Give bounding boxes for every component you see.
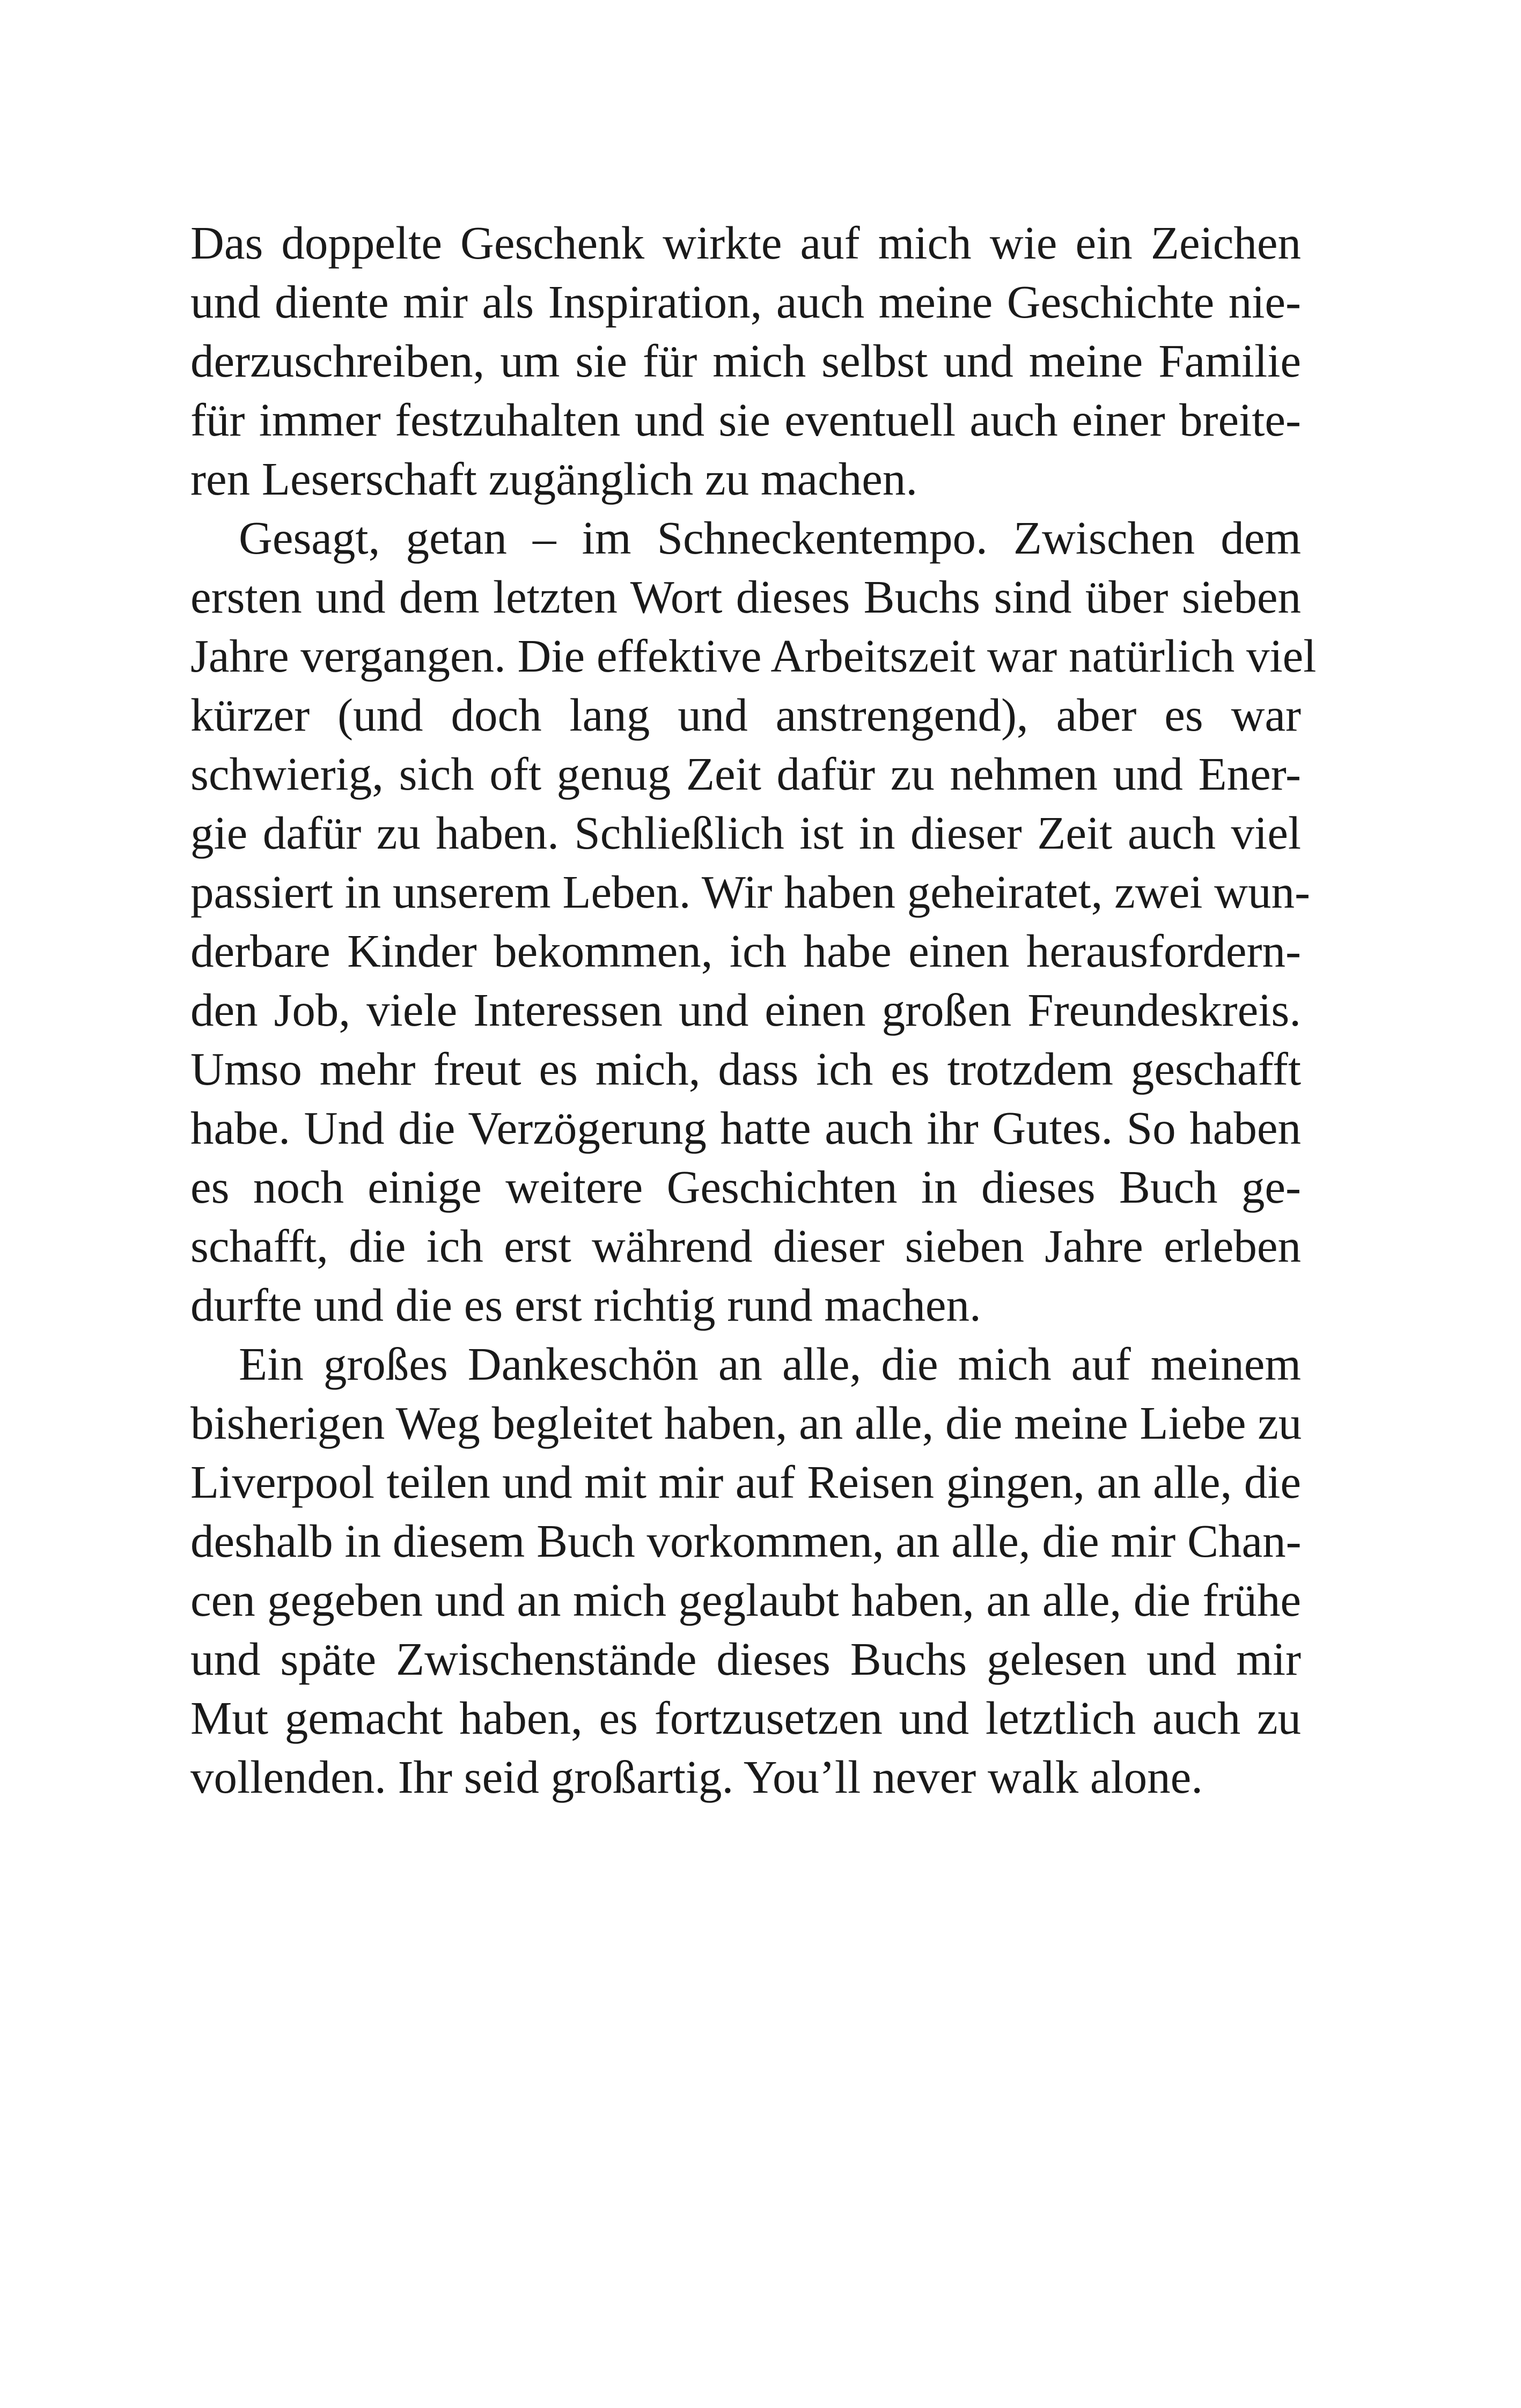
- paragraph-3: [190, 1335, 1301, 1807]
- text-line: schafft, die ich erst während dieser sieben Jahre erleben: [190, 1220, 1301, 1272]
- text-line: Jahre vergangen. Die effektive Arbeitszeit war natürlich viel: [190, 630, 1317, 682]
- text-line: Ein großes Dankeschön an alle, die mich auf meinem: [239, 1338, 1301, 1390]
- text-line: und diente mir als Inspiration, auch meine Geschichte nie-: [190, 276, 1301, 328]
- text-line: gie dafür zu haben. Schließlich ist in dieser Zeit auch viel: [190, 807, 1301, 859]
- paragraph-1: [190, 213, 1301, 509]
- text-line: Mut gemacht haben, es fortzusetzen und letztlich auch zu: [190, 1692, 1301, 1744]
- text-line: kürzer (und doch lang und anstrengend), aber es war: [190, 689, 1301, 741]
- text-line: schwierig, sich oft genug Zeit dafür zu nehmen und Ener-: [190, 748, 1301, 800]
- body-text: [190, 213, 1317, 1807]
- text-line: Gesagt, getan – im Schneckentempo. Zwischen dem: [239, 512, 1301, 564]
- text-line: passiert in unserem Leben. Wir haben geheiratet, zwei wun-: [190, 866, 1310, 918]
- text-line: für immer festzuhalten und sie eventuell auch einer breite-: [190, 394, 1301, 446]
- text-line: Umso mehr freut es mich, dass ich es trotzdem geschafft: [190, 1043, 1301, 1095]
- text-line: es noch einige weitere Geschichten in dieses Buch ge-: [190, 1161, 1301, 1213]
- text-line: bisherigen Weg begleitet haben, an alle, die meine Liebe zu: [190, 1397, 1302, 1449]
- paragraph-2: [190, 509, 1317, 1335]
- text-line: vollenden. Ihr seid großartig. You’ll never walk alone.: [190, 1751, 1203, 1803]
- text-line: derbare Kinder bekommen, ich habe einen herausfordern-: [190, 925, 1301, 977]
- text-line: cen gegeben und an mich geglaubt haben, an alle, die frühe: [190, 1574, 1301, 1626]
- text-line: ren Leserschaft zugänglich zu machen.: [190, 453, 918, 505]
- text-line: Das doppelte Geschenk wirkte auf mich wie ein Zeichen: [190, 217, 1301, 269]
- text-line: und späte Zwischenstände dieses Buchs gelesen und mir: [190, 1633, 1301, 1685]
- text-line: habe. Und die Verzögerung hatte auch ihr Gutes. So haben: [190, 1102, 1301, 1154]
- text-line: durfte und die es erst richtig rund machen.: [190, 1279, 981, 1331]
- text-line: Liverpool teilen und mit mir auf Reisen gingen, an alle, die: [190, 1456, 1301, 1508]
- text-line: den Job, viele Interessen und einen großen Freundeskreis.: [190, 984, 1301, 1036]
- text-line: deshalb in diesem Buch vorkommen, an alle, die mir Chan-: [190, 1515, 1302, 1567]
- text-line: ersten und dem letzten Wort dieses Buchs sind über sieben: [190, 571, 1301, 623]
- text-line: derzuschreiben, um sie für mich selbst und meine Familie: [190, 335, 1301, 387]
